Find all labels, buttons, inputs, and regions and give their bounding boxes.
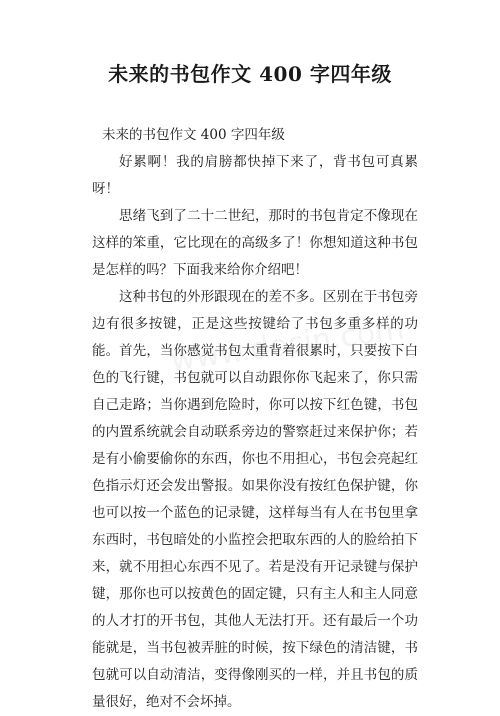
- essay-subheading: 未来的书包作文 400 字四年级: [102, 127, 285, 143]
- essay-paragraph: 思绪飞到了二十二世纪，那时的书包肯定不像现在这样的笨重，它比现在的高级多了！你想知道这种书包是怎样的吗？下面我来给你介绍吧！: [92, 208, 418, 278]
- essay-paragraph: 这种书包的外形跟现在的差不多。区别在于书包旁边有很多按键，正是这些按键给了书包多重多样的功能。首先，当你感觉书包太重背着很累时，只要按下白色的飞行键，书包就可以自动跟你你飞起来了，你只需自己走路；当你遇到危险时，你可以按下红色键，书包的内置系统就会自动联系旁边的警察赶过来保护你；若是有小偷要偷你的东西，你也不用担心，书包会亮起红色指示灯还会发出警报。如果你没有按红色保护键，你也可以按一个蓝色的记录键，这样每当有人在书包里拿东西时，书包暗处的小监控会把取东西的人的脸给拍下来，就不用担心东西不见了。若是没有开记录键与保护键，那你也可以按黄色的固定键，只有主人和主人同意的人才打的开书包，其他人无法打开。还有最后一个功能就是，当书包被弄脏的时候，按下绿色的清洁键，书包就可以自动清洁，变得像刚买的一样，并且书包的质量很好，绝对不会坏掉。: [92, 289, 418, 710]
- essay-paragraph: 好累啊！我的肩膀都快掉下来了，背书包可真累呀！: [92, 154, 418, 197]
- essay-body: [92, 122, 418, 716]
- page-title: 未来的书包作文 400 字四年级: [108, 62, 392, 86]
